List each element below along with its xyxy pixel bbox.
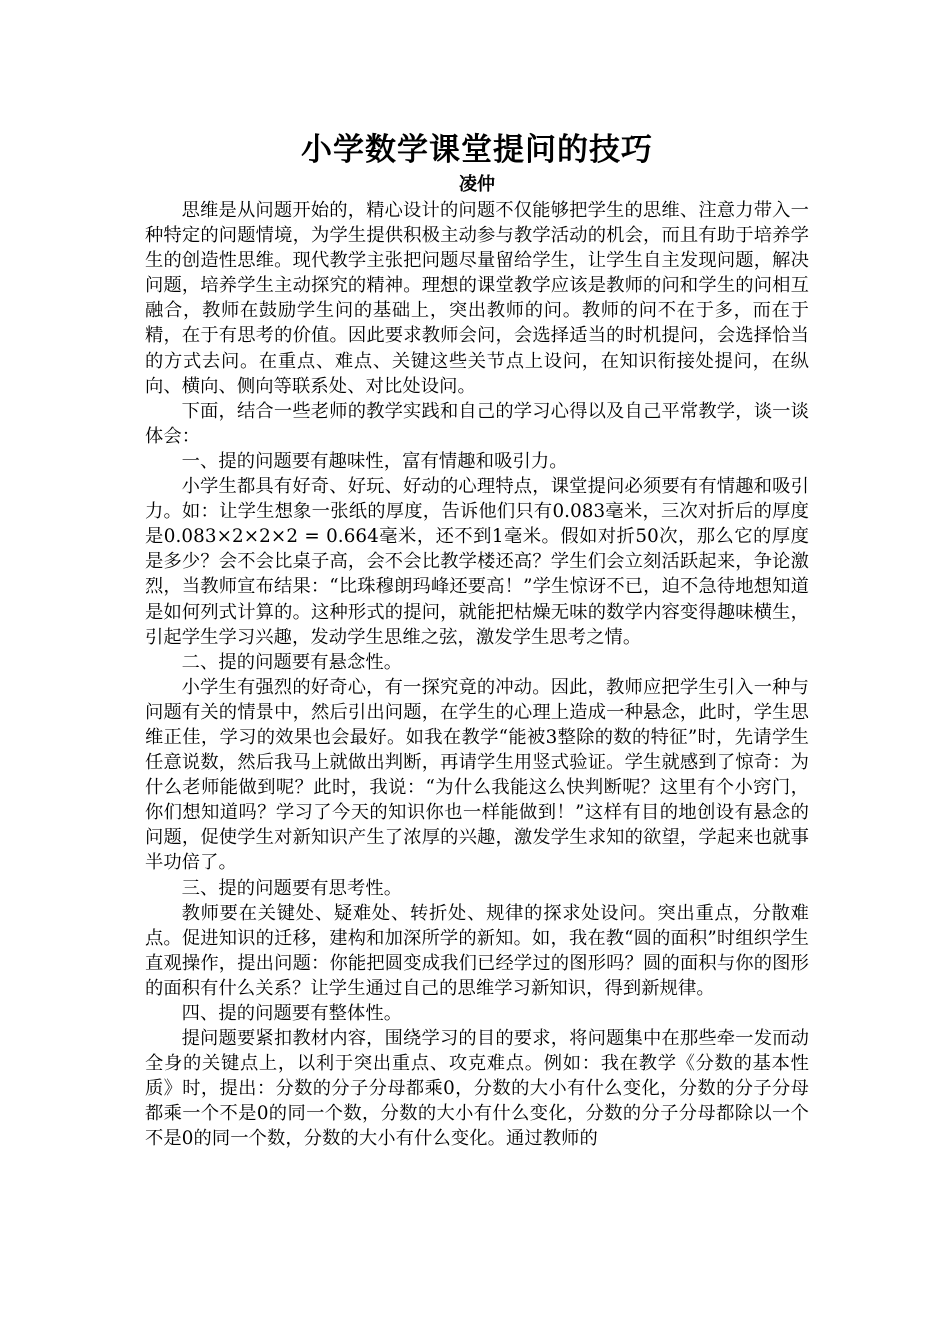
- document-content: [145, 128, 809, 1152]
- paragraph-section-3: 教师要在关键处、疑难处、转折处、规律的探求处设问。突出重点，分散难点。促进知识的迁移，建构和加深所学的新知。如，我在教“圆的面积”时组织学生直观操作，提出问题：你能把圆变成我们已经学过的图形吗？圆的面积与你的图形的面积有什么关系？让学生通过自己的思维学习新知识，得到新规律。: [145, 902, 809, 999]
- document-title: 小学数学课堂提问的技巧: [301, 132, 653, 168]
- section-heading-4: 四、提的问题要有整体性。: [181, 1003, 403, 1024]
- document-author: 凌仲: [459, 174, 495, 195]
- paragraph-section-2: 小学生有强烈的好奇心，有一探究竟的冲动。因此，教师应把学生引入一种与问题有关的情景中，然后引出问题，在学生的心理上造成一种悬念，此时，学生思维正佳，学习的效果也会最好。如我在教学“能被3整除的数的特征”时，先请学生任意说数，然后我马上就做出判断，再请学生用竖式验证。学生就感到了惊奇：为什么老师能做到呢？此时，我说：“为什么我能这么快判断呢？这里有个小窍门，你们想知道吗？学习了今天的知识你也一样能做到！”这样有目的地创设有悬念的问题，促使学生对新知识产生了浓厚的兴趣，激发学生求知的欲望，学起来也就事半功倍了。: [145, 676, 809, 874]
- paragraph-overview: 下面，结合一些老师的教学实践和自己的学习心得以及自己平常教学，谈一谈体会：: [145, 400, 809, 447]
- section-heading-3: 三、提的问题要有思考性。: [181, 877, 403, 899]
- section-heading-1: 一、提的问题要有趣味性，富有情趣和吸引力。: [181, 450, 568, 472]
- paragraph-section-1: 小学生都具有好奇、好玩、好动的心理特点，课堂提问必须要有有情趣和吸引力。如：让学生想象一张纸的厚度，告诉他们只有0.083毫米，三次对折后的厚度是0.083×2×2×2 = 0.664毫米，还不到1毫米。假如对折50次，那么它的厚度是多少？会不会比桌子高，会不会比教学楼还高？学生们会立刻活跃起来，争论激烈，当教师宣布结果：“比珠穆朗玛峰还要高！”学生惊讶不已，迫不急待地想知道是如何列式计算的。这种形式的提问，就能把枯燥无味的数学内容变得趣味横生，引起学生学习兴趣，发动学生思维之弦，激发学生思考之情。: [145, 476, 809, 648]
- paragraph-intro: 思维是从问题开始的，精心设计的问题不仅能够把学生的思维、注意力带入一种特定的问题情境，为学生提供积极主动参与教学活动的机会，而且有助于培养学生的创造性思维。现代教学主张把问题尽量留给学生，让学生自主发现问题，解决问题，培养学生主动探究的精神。理想的课堂教学应该是教师的问和学生的问相互融合，教师在鼓励学生问的基础上，突出教师的问。教师的问不在于多，而在于精，在于有思考的价值。因此要求教师会问，会选择适当的时机提问，会选择恰当的方式去问。在重点、难点、关键这些关节点上设问，在知识衔接处提问，在纵向、横向、侧向等联系处、对比处设问。: [145, 200, 809, 397]
- section-heading-2: 二、提的问题要有悬念性。: [181, 651, 403, 673]
- paragraph-section-4: 提问题要紧扣教材内容，围绕学习的目的要求，将问题集中在那些牵一发而动全身的关键点上，以利于突出重点、攻克难点。例如：我在教学《分数的基本性质》时，提出：分数的分子分母都乘0，分数的大小有什么变化，分数的分子分母都乘一个不是0的同一个数，分数的大小有什么变化，分数的分子分母都除以一个不是0的同一个数，分数的大小有什么变化。通过教师的: [145, 1028, 809, 1150]
